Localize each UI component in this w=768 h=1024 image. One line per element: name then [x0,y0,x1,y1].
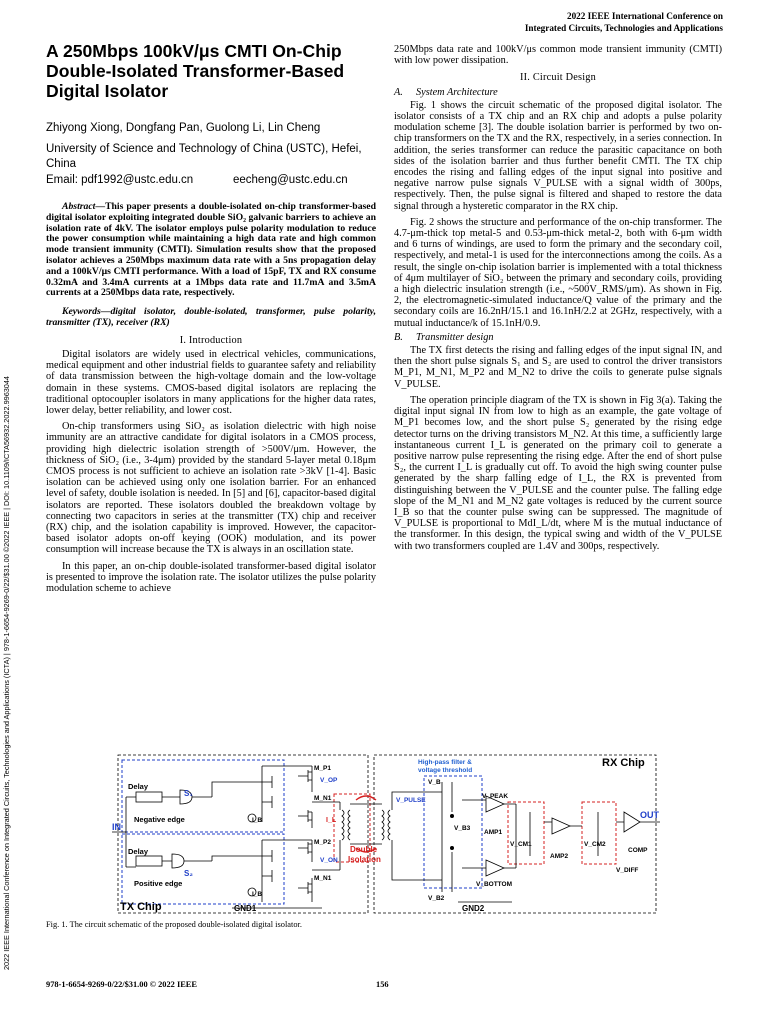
label-vpeak: V_PEAK [482,793,509,800]
circuit-schematic [112,752,660,915]
label-vcm2: V_CM2 [584,841,606,848]
label-amp1: AMP1 [484,829,503,836]
label-mn1: M_N1 [314,795,332,802]
figure-caption: Fig. 1. The circuit schematic of the proposed double-isolated digital isolator. [46,920,302,929]
abstract-text: —This paper presents a double-isolated on-chip transformer-based digital isolator exploiting integrated double SiO₂ galvanic barriers to achieve an isolation rate of 4kV. The isolator employs pulse polarity modulation to reduce the power consumption while maintaining a high data rate and high common mode transient immunity (CMTI). Simulation results show that the proposed isolator achieves a 250Mbps maximum data rate with a 5ns propagation delay and a 100kV/μs CMTI performance. With a load of 15pF, TX and RX consume 0.32mA and 3.4mA currents at a 1Mbps data rate and 11.7mA and 3.5mA currents at a 250Mbps data rate, respectively. [46,201,376,299]
subsection-a-title: System Architecture [416,86,498,98]
author-block [46,121,376,172]
left-column [46,202,376,594]
conference-line-1: 2022 IEEE International Conference on [566,11,723,21]
label-vb2: V_B2 [428,895,445,902]
author-names: Zhiyong Xiong, Dongfang Pan, Guolong Li, Lin Cheng [46,122,321,134]
intro-paragraph-2: On-chip transformers using SiO₂ as isolation dielectric with high noise immunity are an attractive candidate for digital isolators in a CMOS process, providing high dielectric isolation strength of >500V/μm. However, the thickness of SiO₂ (i.e., 3-4μm) provided by the standard 5-layer metal 0.18μm CMOS process is not sufficient to achieve an isolation rate >3kV [1-4]. Basic isolation can be achieved using only one isolation barrier. For an enhanced level of safety, double isolation is needed. In [5] and [6], capacitor-based digital isolators are reported. These isolators doubled the breakdown voltage by connecting two capacitors in series at the transmitter (TX) chip and receiver (RX) chip, and the isolation capability is improved. However, the capacitor-based isolator adopts on-off keying (OOK) modulation, and its power consumption will increase because the TX is always in an oscillation state. [46,421,376,556]
abstract [46,202,376,299]
label-vbottom: V_BOTTOM [476,881,512,888]
label-positive-edge: Positive edge [134,879,183,888]
label-gnd2: GND2 [462,904,485,913]
sidebar-doi [2,240,16,970]
affiliation: University of Science and Technology of China (USTC), Hefei, China [46,143,362,170]
subsection-a-heading [394,87,722,98]
label-ib-2: I_B [252,891,263,898]
rx-node-2 [450,846,454,850]
paper-title: A 250Mbps 100kV/μs CMTI On-Chip Double-Isolated Transformer-Based Digital Isolator [46,41,345,101]
rx-node-1 [450,814,454,818]
vcm1-block [508,802,544,864]
label-mp2: M_P2 [314,839,331,846]
label-amp2: AMP2 [550,853,569,860]
label-ib-1: I_B [252,817,263,824]
label-s2: S₂ [184,869,193,878]
label-vop: V_OP [320,777,338,784]
subsection-b-number: B. [394,331,403,343]
label-hp-1: High-pass filter & [418,759,472,766]
transformer-coils [340,792,424,880]
label-hp-2: voltage threshold [418,767,473,774]
right-paragraph-1: Fig. 1 shows the circuit schematic of the proposed digital isolator. The isolator consists of a TX chip and an RX chip and adopts a pulse polarity modulation scheme [3]. The double isolation barrier is performed by two on-chip transformers on the TX and the RX, respectively, in a series connection. In addition, the series transformer can reduce the parasitic capacitance on both sides of the isolation barrier and thus further benefit CMTI. The TX chip encodes the rising and falling edges of the input signal into positive and negative narrow pulse signals V_PULSE with a signal width of 300ps, respectively. Then, the pulse signal is filtered and shaped to restore the data signal through a hysteretic comparator in the RX chip. [394,99,722,212]
label-isolation: Isolation [348,855,381,864]
keywords: Keywords—digital isolator, double-isolated, transformer, pulse polarity, transmitter (TX), receiver (RX) [46,306,376,328]
label-vdiff: V_DIFF [616,867,639,874]
page-number: 156 [376,980,389,989]
label-il: I_L [326,817,337,824]
high-pass-filter-block [424,776,482,888]
right-paragraph-2: Fig. 2 shows the structure and performance of the on-chip transformer. The 4.7-μm-thick top metal-5 and 0.53-μm-thick metal-2, both with 6-μm width and 6 turns of windings, are used to form the primary and the secondary coil, respectively, and metal-1 is used for the interconnections among the coils. As a result, the single on-chip isolation barrier is implemented with a total thickness of 4μm multilayer of SiO₂ between the primary and secondary coils, providing a high dielectric insulation strength (i.e., ~500V_RMS/μm). As shown in Fig. 2, the electromagnetic-simulated inductance/Q value of the primary and the secondary coils are 16.2nH/15.1 and 16.1nH/2.2 at 2GHz, respectively, with a mutual inductance/k of 15.1nH/0.9. [394,216,722,329]
footer-isbn: 978-1-6654-9269-0/22/$31.00 © 2022 IEEE [46,980,197,989]
subsection-b-heading [394,332,722,343]
rx-wiring [424,782,660,902]
label-delay-2: Delay [128,847,149,856]
subsection-a-number: A. [394,86,403,98]
email-1[interactable]: Email: pdf1992@ustc.edu.cn [46,174,194,186]
label-von: V_ON [320,857,338,864]
right-paragraph-3: The TX first detects the rising and falling edges of the input signal IN, and then the short pulse signals S₁ and S₂ are used to control the driver transistors M_P1, M_N1, M_P2 and M_N2 to drive the coils to generate pulse signals V_PULSE. [394,345,722,390]
label-tx-chip: TX Chip [120,901,162,913]
label-vcm1: V_CM1 [510,841,532,848]
label-mn1b: M_N1 [314,875,332,882]
label-vb3: V_B3 [454,825,471,832]
intro-paragraph-1: Digital isolators are widely used in electrical vehicles, communications, medical equipment and other industrial fields to guarantee safety and reliability of data transmission between the high-voltage domain and the low-voltage domain in these systems. CMOS-based digital isolators are replacing the traditional optocoupler isolators in many applications for the higher data rates, lower delay, better reliability, and lower cost. [46,348,376,416]
label-out: OUT [640,810,659,820]
email-2[interactable]: eecheng@ustc.edu.cn [233,174,348,186]
label-vb: V_B [428,779,441,786]
sidebar-doi-text: 2022 IEEE International Conference on Integrated Circuits, Technologies and Applications (ICTA) | 978-1-6654-9269-0/22/$31.00 ©2022 IEEE | DOI: 10.1109/ICTA56932.2022.9963044 [2,376,11,970]
abstract-label: Abstract [62,201,96,212]
label-comp: COMP [628,847,648,854]
label-double: Double [350,845,378,854]
label-rx-chip: RX Chip [602,757,645,769]
circuit-heading: II. Circuit Design [520,72,596,84]
right-paragraph-0: 250Mbps data rate and 100kV/μs common mode transient immunity (CMTI) with low power dissipation. [394,44,722,67]
right-column [394,44,722,552]
rx-chip-boundary [374,755,656,913]
conference-header [525,10,723,34]
label-in: IN [112,822,121,832]
label-mp1: M_P1 [314,765,331,772]
label-gnd1: GND1 [234,904,257,913]
label-negative-edge: Negative edge [134,815,185,824]
intro-heading: I. Introduction [179,334,243,346]
label-vpulse: V_PULSE [396,797,426,804]
intro-paragraph-3: In this paper, an on-chip double-isolated transformer-based digital isolator is presented to improve the isolation rate. The isolator utilizes the pulse polarity modulation scheme to achieve [46,560,376,595]
vcm2-block [582,802,616,864]
subsection-b-title: Transmitter design [416,331,494,343]
conference-line-2: Integrated Circuits, Technologies and Applications [524,23,723,33]
right-paragraph-4: The operation principle diagram of the TX is shown in Fig 3(a). Taking the digital input signal IN from low to high as an example, the gate voltage of M_P1 becomes low, and the short pulse S₂ generated by the rising edge detector turns on the driving transistors M_N2. At this time, a sufficiently large instantaneous current I_L is generated on the primary coil to generate a positive narrow pulse representing the rising edge. After the end of short pulse S₂, the current I_L is gradually cut off. To avoid the high swing counter pulse generated by the sharp falling edge of I_L, the RX is prevented from distinguishing between the V_PULSE and the counter pulse. The falling edge slope of the M_N1 and M_N2 gate voltages is reduced by the current source I_B so that the counter pulse swing can be suppressed. The magnitude of V_PULSE is proportional to MdI_L/dt, where M is the mutual inductance of the transformer. In this design, the typical swing and width of the V_PULSE with two transformers coupled are 1.4V and 300ps, respectively. [394,394,722,552]
label-delay-1: Delay [128,782,149,791]
email-line [46,174,376,186]
isolation-arc-top [356,796,376,800]
label-s1: S₁ [184,789,193,798]
